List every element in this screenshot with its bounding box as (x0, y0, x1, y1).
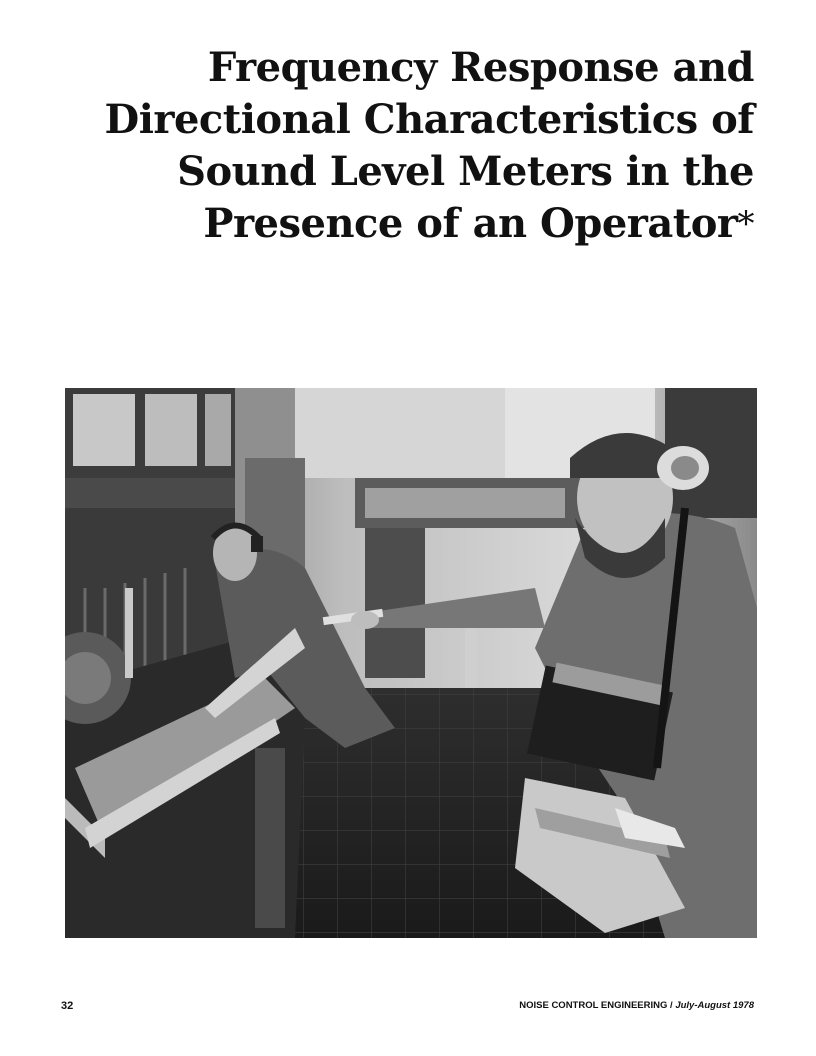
title-line-4 (54, 198, 754, 250)
page-number: 32 (61, 1000, 74, 1012)
running-head-separator: / (667, 1000, 676, 1011)
footnote-asterisk: * (737, 204, 754, 244)
article-title (54, 42, 754, 250)
title-line-3: Sound Level Meters in the (177, 148, 754, 195)
article-photograph (65, 388, 757, 938)
title-line-1: Frequency Response and (207, 44, 754, 91)
title-line-2: Directional Characteristics of (104, 96, 754, 143)
issue-date: July-August 1978 (675, 1000, 754, 1011)
journal-name: NOISE CONTROL ENGINEERING (519, 1000, 668, 1011)
journal-running-head (519, 1000, 754, 1011)
title-line-4-text: Presence of an Operator (203, 200, 738, 247)
photo-illustration (65, 388, 757, 938)
